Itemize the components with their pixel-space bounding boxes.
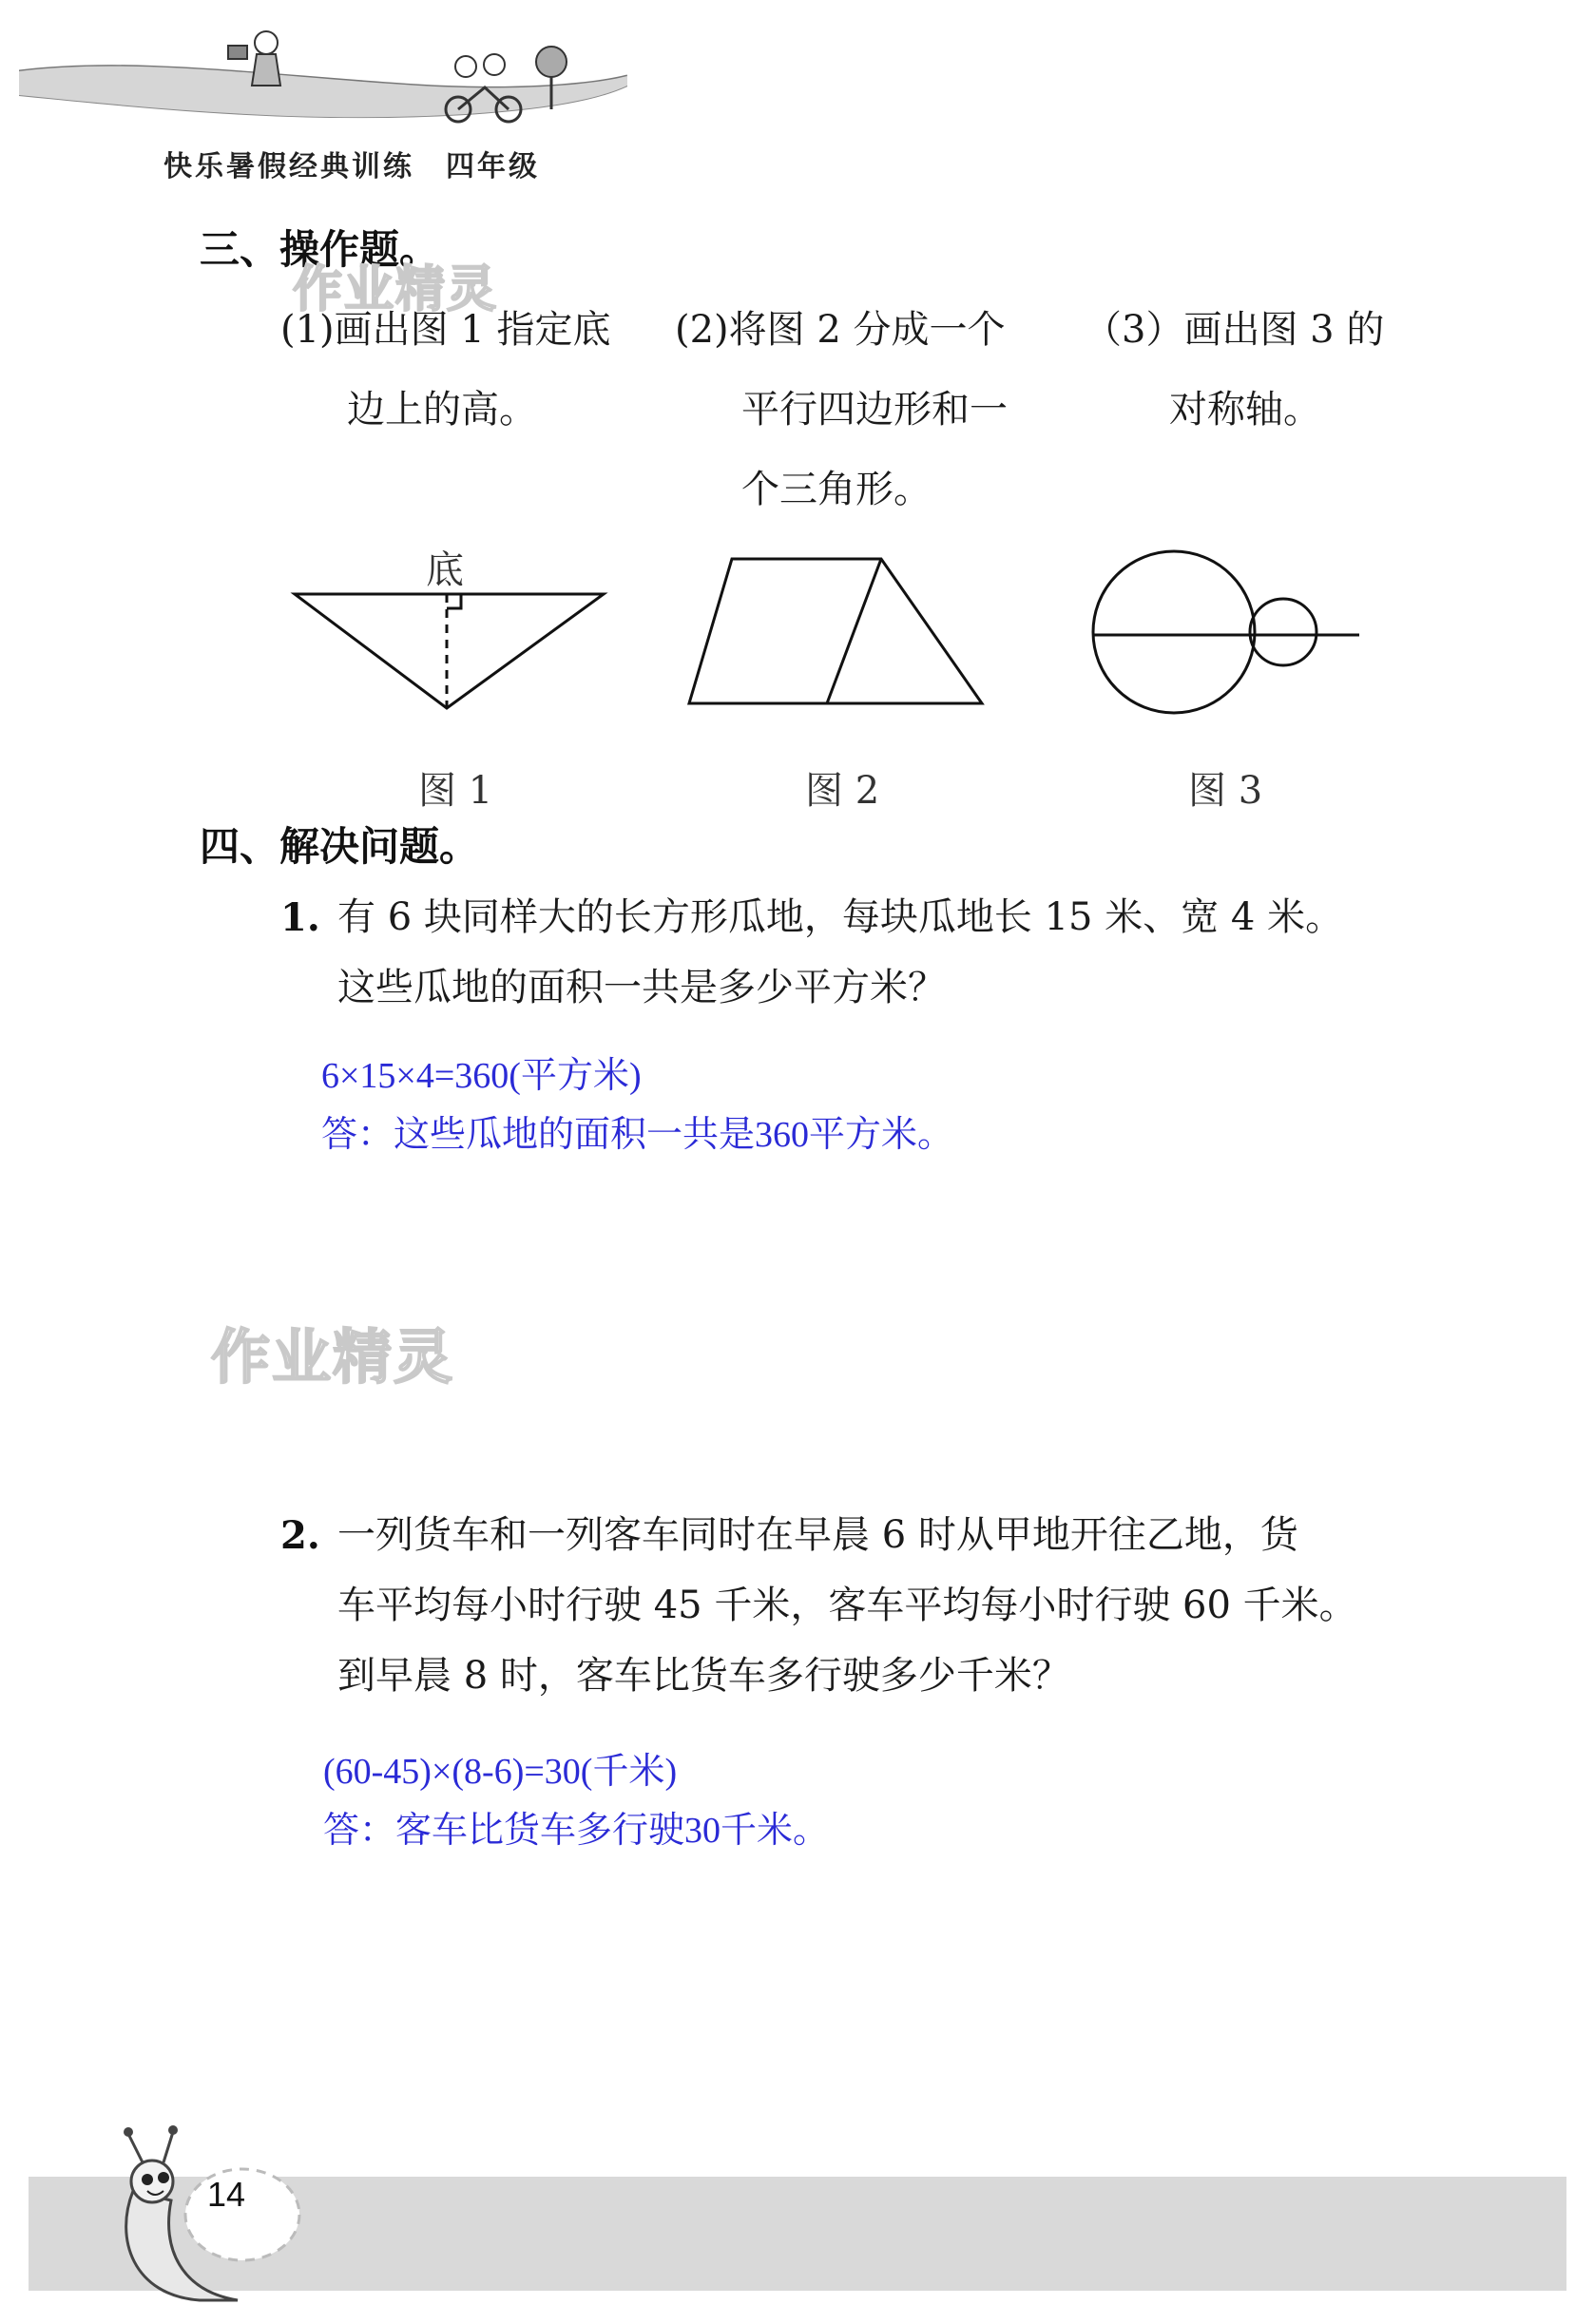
watermark: 作业精灵 <box>211 1322 455 1392</box>
task-2-line-1: (2)将图 2 分成一个 <box>675 308 1006 352</box>
problem-2-line-2: 车平均每小时行驶 45 千米，客车平均每小时行驶 60 千米。 <box>337 1584 1357 1627</box>
task-1-line-2: 边上的高。 <box>347 388 537 432</box>
problem-1-line-1: 有 6 块同样大的长方形瓜地，每块瓜地长 15 米、宽 4 米。 <box>337 895 1344 939</box>
problem-2-number: 2. <box>280 1513 320 1558</box>
problem-2-text <box>337 1500 1357 1711</box>
section-heading-operations: 三、操作题。 <box>200 226 440 273</box>
figure-2-caption: 图 2 <box>805 769 880 813</box>
section-heading-problems: 四、解决问题。 <box>200 823 480 870</box>
snail-icon <box>95 2105 304 2314</box>
task-2-line-3: 个三角形。 <box>741 468 932 511</box>
problem-2-answer: 答：客车比货车多行驶30千米。 <box>323 1811 830 1851</box>
figure-1-caption: 图 1 <box>418 769 493 813</box>
figure-1-base-label: 底 <box>426 548 464 592</box>
header-illustration <box>19 19 627 143</box>
series-title: 快乐暑假经典训练 四年级 <box>163 150 540 183</box>
problem-2-equation: (60-45)×(8-6)=30(千米) <box>323 1752 678 1792</box>
task-1 <box>280 290 611 450</box>
problem-1-answer: 答：这些瓜地的面积一共是360平方米。 <box>321 1115 954 1155</box>
task-2-line-2: 平行四边形和一 <box>741 388 1008 432</box>
task-3 <box>1084 290 1384 450</box>
task-3-line-2: 对称轴。 <box>1169 388 1321 432</box>
problem-1-equation: 6×15×4=360(平方米) <box>321 1056 642 1096</box>
problem-1-text <box>337 882 1343 1023</box>
watermark: 作业精灵 <box>293 261 499 318</box>
page-number: 14 <box>207 2175 246 2214</box>
task-1-line-1: (1)画出图 1 指定底 <box>280 308 611 352</box>
figure-3-circles <box>1084 542 1369 722</box>
problem-1-number: 1. <box>280 895 320 940</box>
problem-1-line-2: 这些瓜地的面积一共是多少平方米？ <box>337 966 946 1009</box>
problem-2-line-3: 到早晨 8 时，客车比货车多行驶多少千米？ <box>337 1654 1070 1698</box>
problem-2-line-1: 一列货车和一列客车同时在早晨 6 时从甲地开往乙地，货 <box>337 1513 1298 1557</box>
task-3-line-1: （3）画出图 3 的 <box>1084 308 1385 352</box>
figure-2-trapezoid <box>680 551 993 713</box>
task-2 <box>675 290 1008 529</box>
figure-3-caption: 图 3 <box>1188 769 1263 813</box>
